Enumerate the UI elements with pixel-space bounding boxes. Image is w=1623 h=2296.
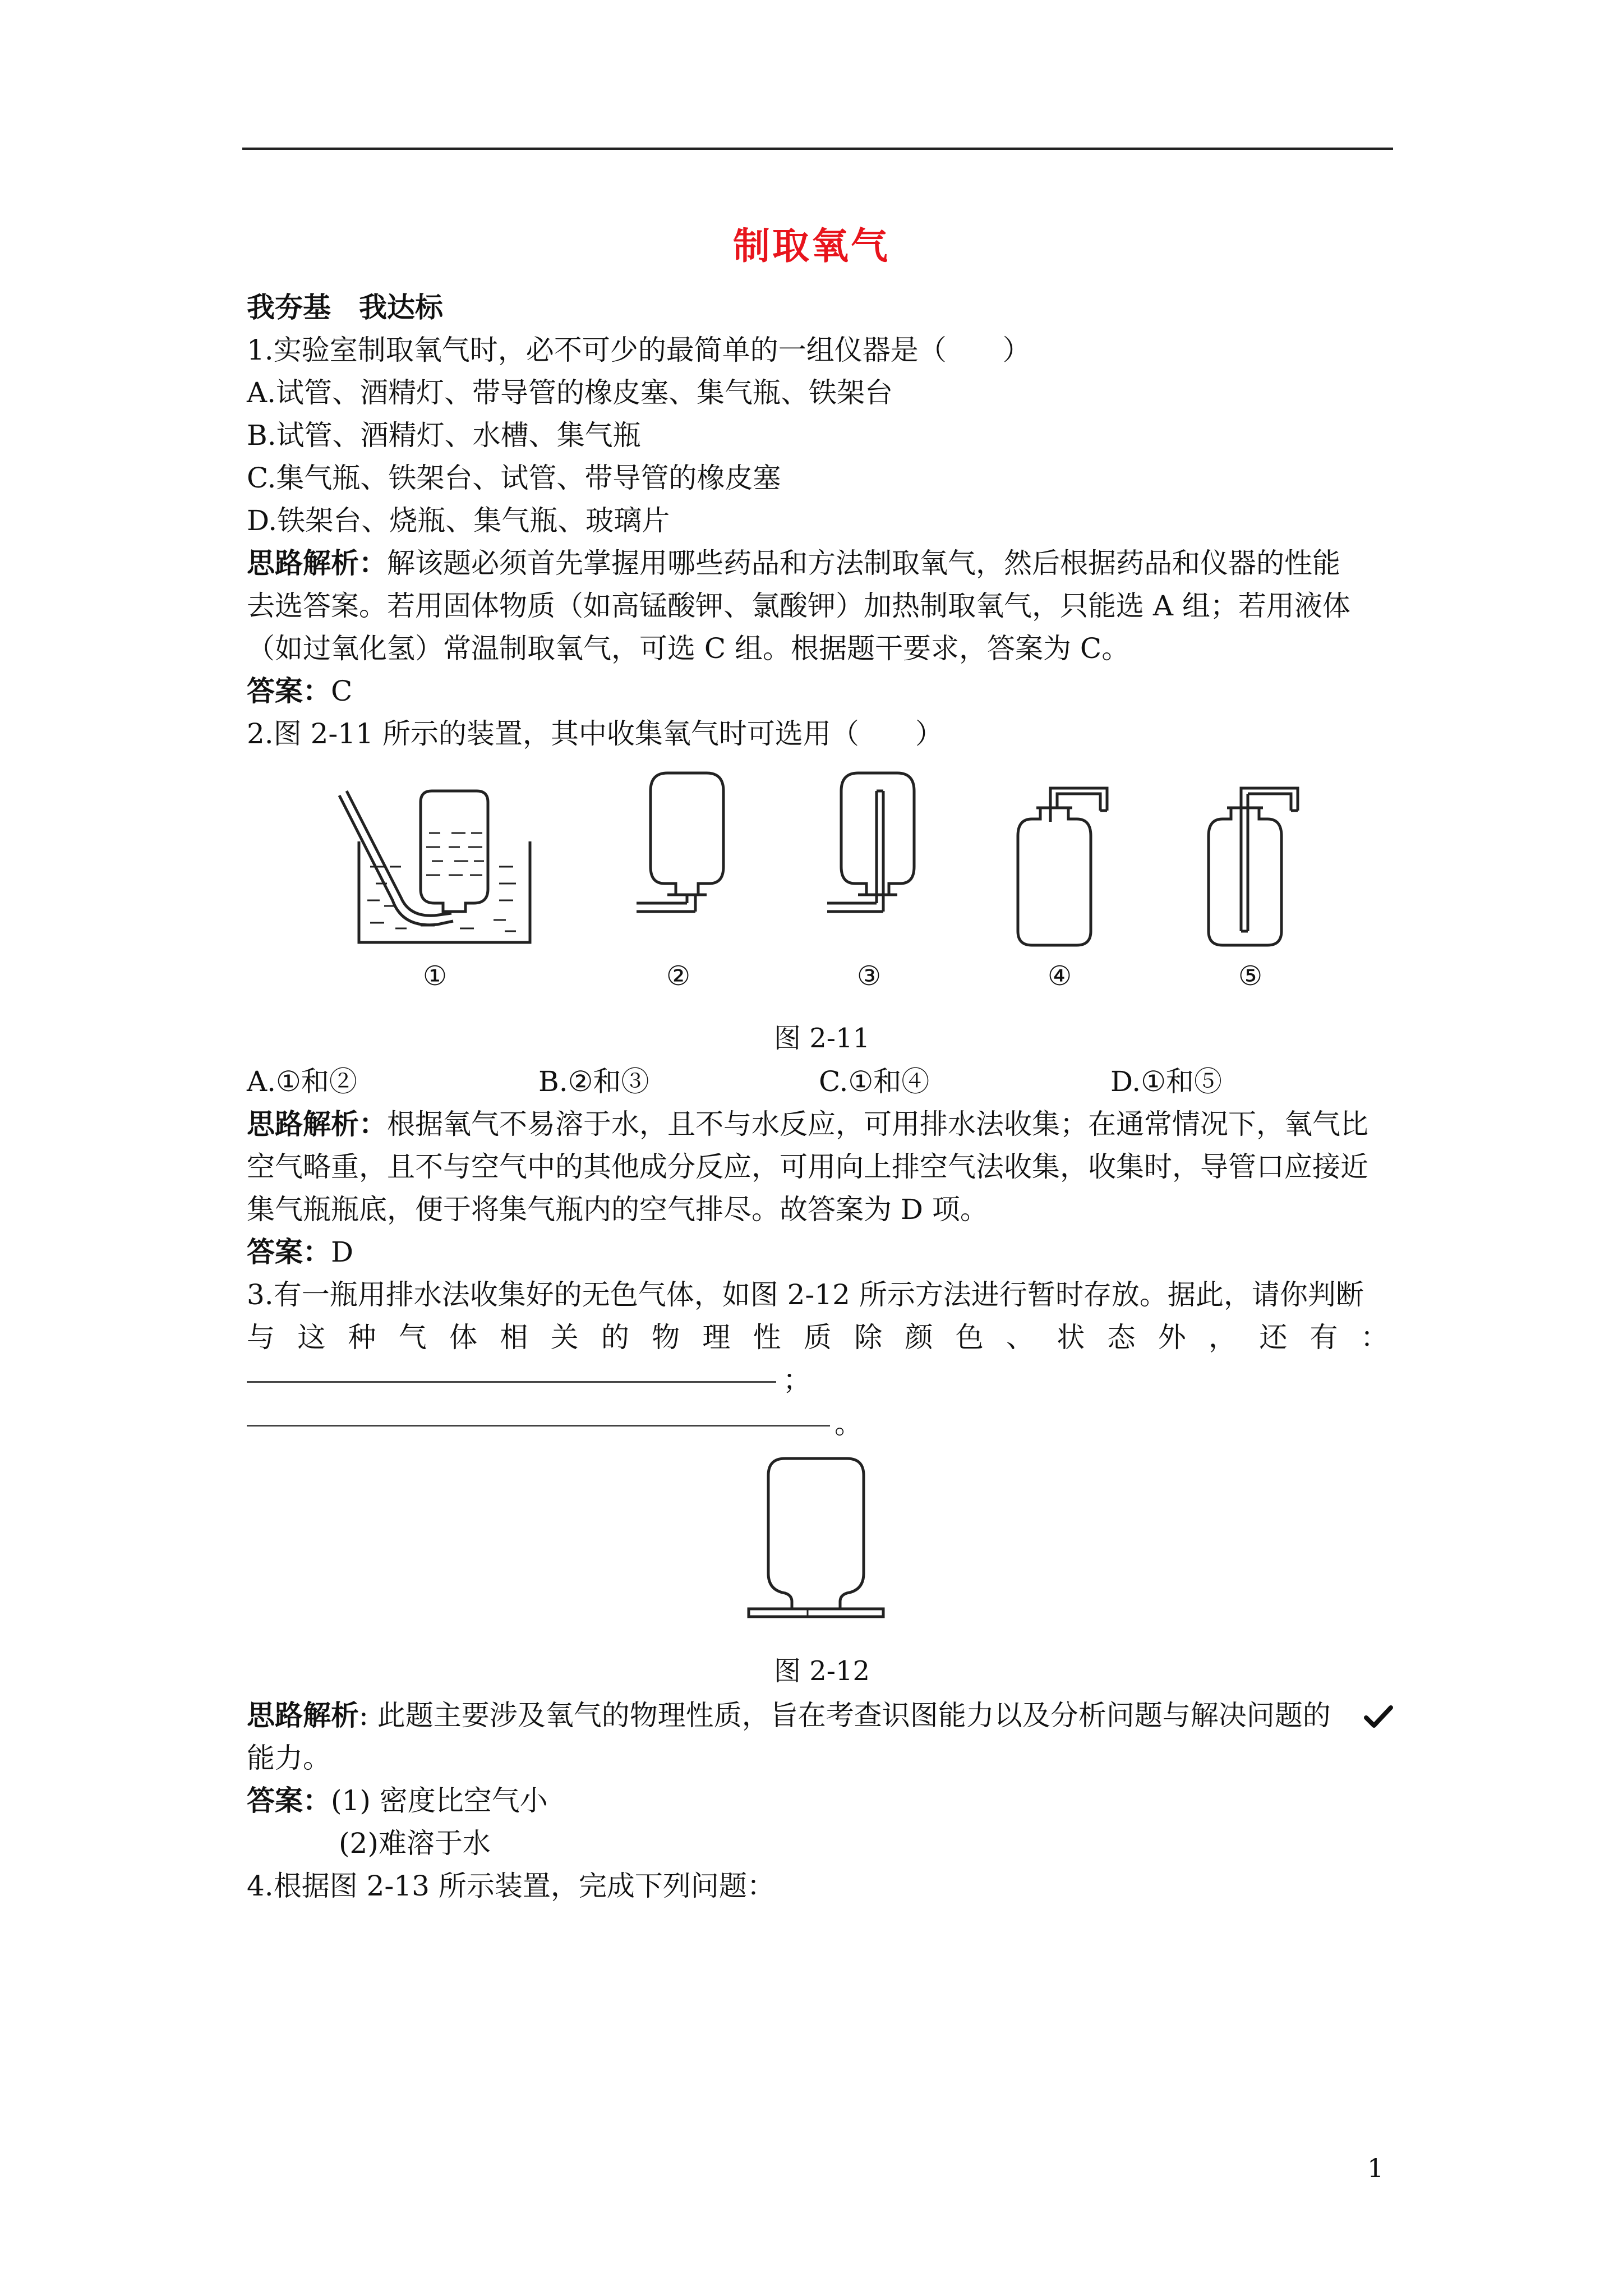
figure-2-12 <box>746 1453 886 1638</box>
q3-stem-char: 的 <box>601 1321 629 1354</box>
q3-stem-char: 性 <box>753 1321 781 1354</box>
q3-stem-char: 外 <box>1158 1321 1186 1354</box>
blank-1-end: ； <box>783 1364 811 1396</box>
q2-options <box>247 1060 1424 1103</box>
header-rule <box>242 148 1393 150</box>
q3-stem-char: 理 <box>702 1321 731 1354</box>
figure-caption-2-11: 图 2-11 <box>774 1023 870 1054</box>
q3-stem-char: 与 <box>247 1321 275 1354</box>
inverted-gas-bottle <box>768 1458 864 1609</box>
q4-stem: 4.根据图 2-13 所示装置，完成下列问题： <box>247 1870 775 1902</box>
fig-label-2: ② <box>666 960 691 992</box>
fig-label-4: ④ <box>1048 960 1072 992</box>
q3-stem-char: 种 <box>348 1321 376 1354</box>
answer-blank-2[interactable] <box>247 1425 830 1427</box>
q3-stem-char: 有 <box>1310 1321 1338 1354</box>
apparatus-water-displacement <box>339 791 530 942</box>
q3-stem-char: 颜 <box>905 1321 933 1354</box>
q1-option-a: A.试管、酒精灯、带导管的橡皮塞、集气瓶、铁架台 <box>247 376 893 409</box>
q3-stem-char: 物 <box>652 1321 680 1354</box>
section-heading: 我夯基 我达标 <box>247 291 443 324</box>
apparatus-inverted-bottle-long-tube <box>827 773 914 912</box>
q3-stem-line-2 <box>247 1316 1389 1359</box>
q1-option-b: B.试管、酒精灯、水槽、集气瓶 <box>247 419 641 452</box>
q2-analysis-line-3: 集气瓶瓶底，便于将集气瓶内的空气排尽。故答案为 D 项。 <box>247 1193 988 1226</box>
q3-stem-char: ： <box>1360 1321 1389 1354</box>
q2-option-d: D.①和⑤ <box>1110 1065 1223 1098</box>
q1-analysis-line-3: （如过氧化氢）常温制取氧气，可选 C 组。根据题干要求，答案为 C。 <box>247 632 1130 665</box>
fig-label-3: ③ <box>857 960 882 992</box>
q3-stem-char: 还 <box>1259 1321 1288 1354</box>
page-number: 1 <box>1367 2153 1384 2183</box>
q3-stem-char: 质 <box>803 1321 832 1354</box>
q2-answer: 答案：D <box>247 1235 354 1268</box>
q2-stem: 2.图 2-11 所示的装置，其中收集氧气时可选用（ ） <box>247 717 943 750</box>
q3-stem-char: ， <box>1209 1321 1237 1354</box>
apparatus-upright-bottle-short-tube <box>1018 788 1107 945</box>
q3-stem-char: 相 <box>500 1321 528 1354</box>
q3-analysis-line-1: 思路解析: 此题主要涉及氧气的物理性质，旨在考查识图能力以及分析问题与解决问题的 <box>247 1699 1331 1732</box>
figure-2-11 <box>336 769 1324 959</box>
glass-plate <box>749 1609 883 1617</box>
q3-stem-char: 体 <box>449 1321 478 1354</box>
q3-stem-char: 关 <box>550 1321 579 1354</box>
q2-analysis-line-2: 空气略重，且不与空气中的其他成分反应，可用向上排空气法收集，收集时，导管口应接近 <box>247 1151 1368 1183</box>
q3-stem-char: 、 <box>1006 1321 1034 1354</box>
q3-stem-char: 状 <box>1057 1321 1085 1354</box>
figure-caption-2-12: 图 2-12 <box>774 1655 870 1687</box>
answer-blank-1[interactable] <box>247 1381 776 1383</box>
q3-stem-char: 除 <box>854 1321 883 1354</box>
q3-stem-char: 态 <box>1107 1321 1136 1354</box>
q1-option-d: D.铁架台、烧瓶、集气瓶、玻璃片 <box>247 504 670 537</box>
q2-option-a: A.①和② <box>247 1065 357 1098</box>
q1-analysis-label: 思路解析： <box>247 546 387 579</box>
apparatus-inverted-bottle-short-tube <box>637 773 723 912</box>
q1-analysis-line-2: 去选答案。若用固体物质（如高锰酸钾、氯酸钾）加热制取氧气，只能选 A 组；若用液体 <box>247 590 1350 622</box>
q3-analysis-line-2: 能力。 <box>247 1742 331 1774</box>
q2-option-c: C.①和④ <box>819 1065 930 1098</box>
q1-answer: 答案：C <box>247 674 353 707</box>
check-mark-icon <box>1364 1704 1393 1730</box>
fig-label-5: ⑤ <box>1238 960 1263 992</box>
q3-stem-char: 色 <box>955 1321 984 1354</box>
q3-stem: 3.有一瓶用排水法收集好的无色气体，如图 2-12 所示方法进行暂时存放。据此，请你判断 <box>247 1278 1364 1311</box>
q1-analysis-line-1: 思路解析：解该题必须首先掌握用哪些药品和方法制取氧气，然后根据药品和仪器的性能 <box>247 546 1340 579</box>
page-title: 制取氧气 <box>733 224 890 268</box>
fig-label-1: ① <box>423 960 448 992</box>
q2-analysis-line-1: 思路解析：根据氧气不易溶于水，且不与水反应，可用排水法收集；在通常情况下，氧气比 <box>247 1107 1368 1140</box>
apparatus-upright-bottle-long-tube <box>1209 788 1298 945</box>
q3-answer-1: 答案：(1) 密度比空气小 <box>247 1784 548 1817</box>
q3-stem-char: 气 <box>398 1321 427 1354</box>
q1-option-c: C.集气瓶、铁架台、试管、带导管的橡皮塞 <box>247 462 781 494</box>
q2-option-b: B.②和③ <box>538 1065 649 1098</box>
q3-answer-2: (2)难溶于水 <box>339 1827 491 1860</box>
q3-stem-char: 这 <box>297 1321 326 1354</box>
blank-2-end: 。 <box>834 1407 863 1440</box>
q1-stem: 1.实验室制取氧气时，必不可少的最简单的一组仪器是（ ） <box>247 334 1031 366</box>
